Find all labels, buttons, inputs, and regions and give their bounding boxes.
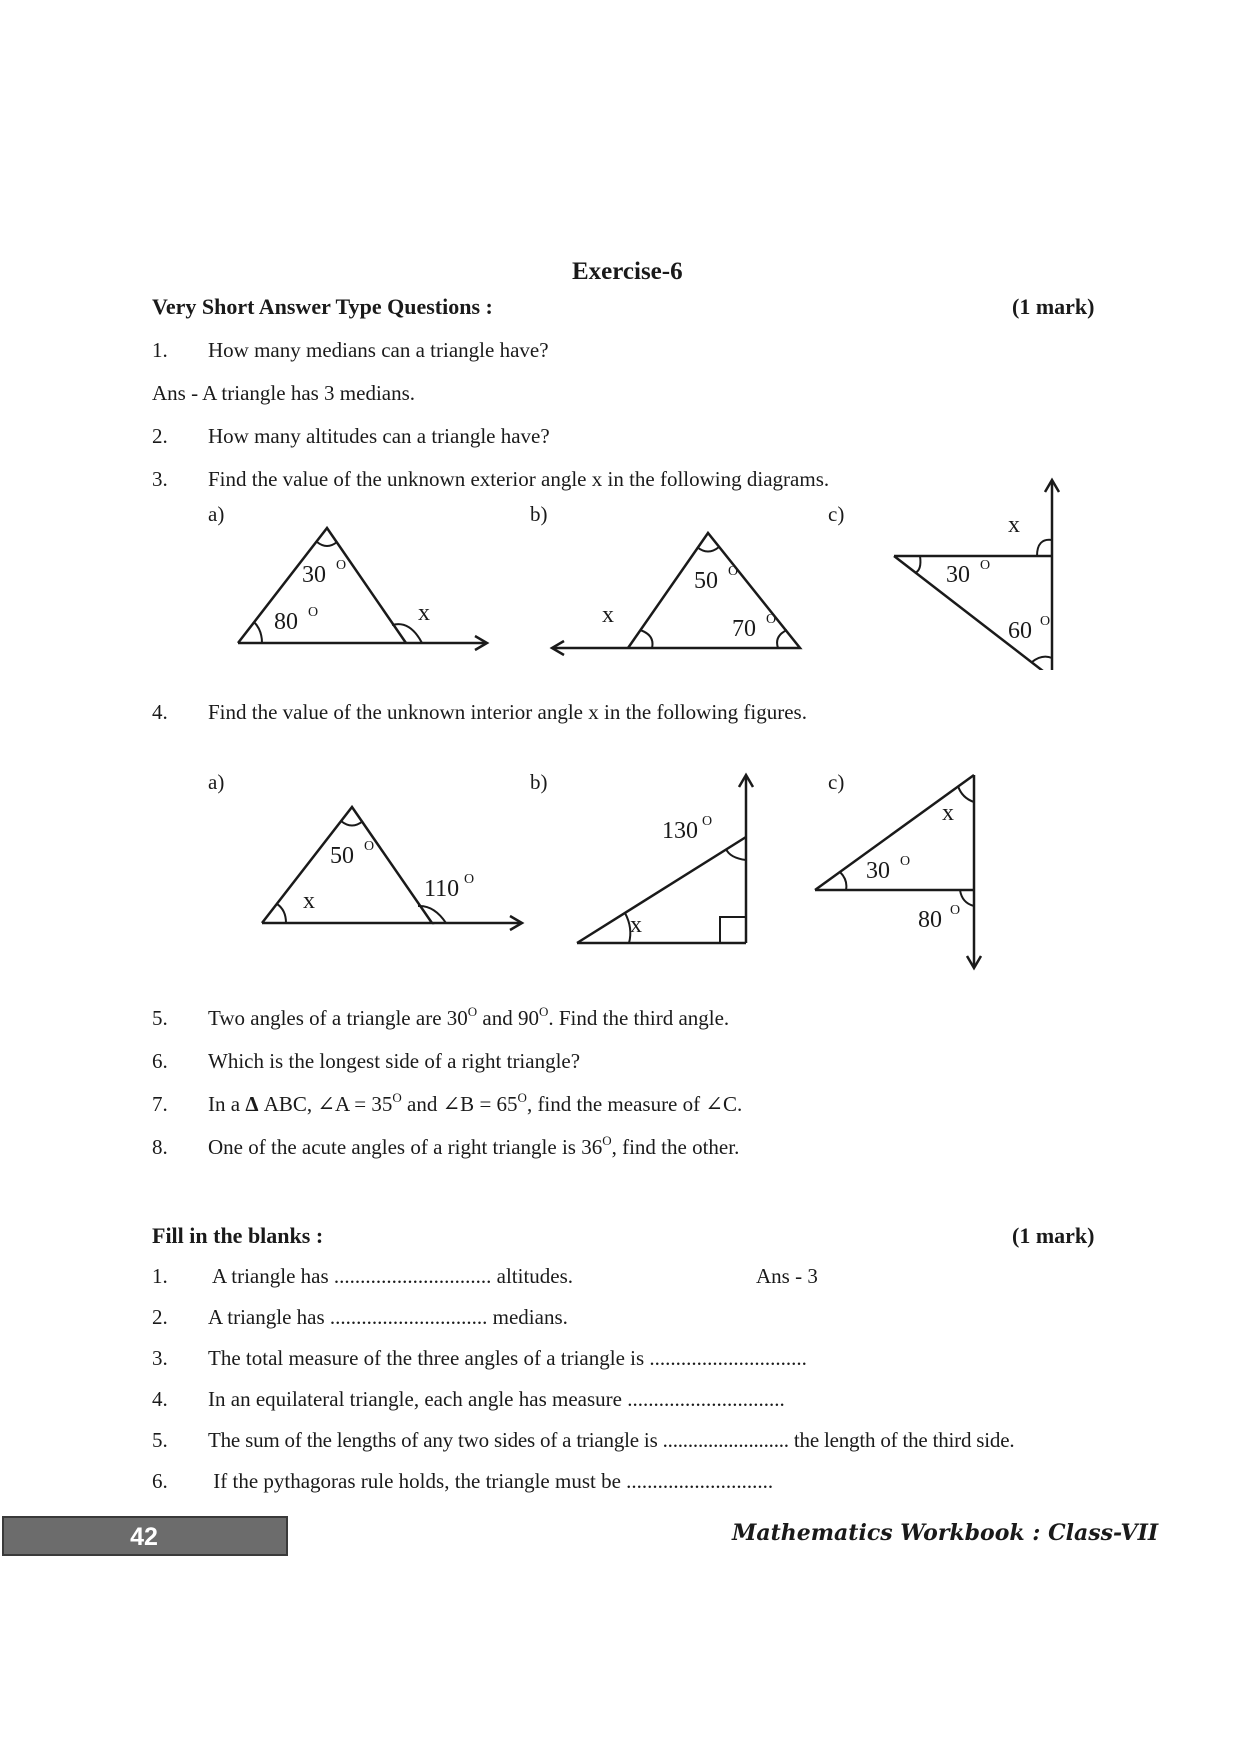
angle-label: 30 — [866, 858, 890, 884]
question-text: How many medians can a triangle have? — [208, 338, 549, 362]
degree-sign: O — [1040, 614, 1051, 629]
question-text — [208, 1006, 729, 1031]
question-number: 4. — [152, 700, 168, 724]
angle-label: x — [303, 888, 315, 914]
degree-sign: O — [392, 1090, 402, 1105]
text-part: and ∠B = 65 — [401, 1092, 518, 1116]
blank-text: The total measure of the three angles of a triangle is .............................. — [208, 1346, 807, 1370]
degree-sign: O — [900, 854, 911, 869]
angle-label: 70 — [732, 616, 756, 642]
page-number-bar — [2, 1516, 288, 1556]
degree-sign: O — [980, 558, 991, 573]
question-text — [208, 1092, 742, 1117]
question-text: How many altitudes can a triangle have? — [208, 424, 550, 448]
page-number: 42 — [130, 1523, 158, 1551]
angle-label: 50 — [694, 568, 718, 594]
angle-label: 50 — [330, 843, 354, 869]
item-number: 2. — [152, 1305, 168, 1329]
section-heading-short-answer: Very Short Answer Type Questions : — [152, 294, 493, 319]
triangle-b — [577, 775, 753, 943]
triangle-a — [262, 807, 522, 930]
question-number: 7. — [152, 1092, 168, 1116]
text-part: and 90 — [477, 1006, 539, 1030]
figure-label-b: b) — [530, 770, 548, 794]
angle-label: x — [942, 800, 954, 826]
text-part: , find the other. — [611, 1135, 740, 1159]
answer-text: Ans - 3 — [756, 1264, 818, 1288]
degree-sign: O — [728, 564, 739, 579]
degree-sign: O — [950, 903, 961, 918]
angle-label: x — [630, 912, 642, 938]
item-number: 1. — [152, 1264, 168, 1288]
triangle-c — [815, 775, 981, 968]
degree-sign: O — [702, 814, 713, 829]
figure-label-b: b) — [530, 502, 548, 526]
text-part: One of the acute angles of a right triangle is 36 — [208, 1135, 603, 1159]
triangle-a — [238, 528, 487, 650]
triangle-c — [894, 480, 1059, 670]
text-part: In a — [208, 1092, 246, 1116]
question-text: Find the value of the unknown exterior angle x in the following diagrams. — [208, 467, 830, 491]
section-heading-fill-blanks: Fill in the blanks : — [152, 1223, 324, 1248]
angle-label: x — [418, 600, 430, 626]
question-number: 1. — [152, 338, 168, 362]
blank-text: A triangle has .............................. medians. — [208, 1305, 568, 1329]
text-part: . Find the third angle. — [548, 1006, 730, 1030]
figure-label-c: c) — [828, 502, 845, 526]
degree-sign: O — [517, 1090, 527, 1105]
degree-sign: O — [766, 612, 777, 627]
triangle-b — [552, 533, 800, 655]
angle-label: 80 — [274, 609, 298, 635]
angle-label: 30 — [302, 562, 326, 588]
angle-label: x — [1008, 512, 1020, 538]
figure-label-a: a) — [208, 770, 225, 794]
degree-sign: O — [464, 872, 475, 887]
degree-sign: O — [467, 1004, 478, 1019]
question-text: Find the value of the unknown interior angle x in the following figures. — [208, 700, 807, 724]
item-number: 5. — [152, 1428, 168, 1452]
question-number: 2. — [152, 424, 168, 448]
answer-text: Ans - A triangle has 3 medians. — [152, 381, 416, 405]
question-number: 5. — [152, 1006, 168, 1030]
book-title: Mathematics Workbook : Class-VII — [732, 1520, 1159, 1546]
question-text — [208, 1135, 739, 1160]
exterior-angle-diagrams — [0, 470, 1240, 670]
section-marks: (1 mark) — [1012, 1223, 1095, 1248]
degree-sign: O — [602, 1133, 612, 1148]
interior-angle-diagrams — [0, 760, 1240, 980]
angle-label: 80 — [918, 907, 942, 933]
figure-label-c: c) — [828, 770, 845, 794]
section-marks: (1 mark) — [1012, 294, 1095, 319]
figure-label-a: a) — [208, 502, 225, 526]
delta-symbol: Δ — [245, 1092, 259, 1116]
question-number: 3. — [152, 467, 168, 491]
text-part: Two angles of a triangle are 30 — [208, 1006, 468, 1030]
blank-text: A triangle has .............................. altitudes. — [212, 1264, 574, 1288]
question-number: 6. — [152, 1049, 168, 1073]
question-text: Which is the longest side of a right triangle? — [208, 1049, 581, 1073]
degree-sign: O — [538, 1004, 549, 1019]
angle-label: 30 — [946, 562, 970, 588]
exercise-title: Exercise-6 — [572, 258, 683, 285]
degree-sign: O — [364, 839, 375, 854]
item-number: 4. — [152, 1387, 168, 1411]
angle-label: x — [602, 602, 614, 628]
blank-text: In an equilateral triangle, each angle has measure .............................. — [208, 1387, 785, 1411]
blank-text: The sum of the lengths of any two sides of a triangle is ......................... the length of the third side. — [208, 1428, 1015, 1452]
item-number: 3. — [152, 1346, 168, 1370]
blank-text: If the pythagoras rule holds, the triangle must be ............................ — [208, 1469, 774, 1493]
angle-label: 60 — [1008, 618, 1032, 644]
question-number: 8. — [152, 1135, 168, 1159]
text-part: , find the measure of ∠C. — [526, 1092, 743, 1116]
degree-sign: O — [336, 558, 347, 573]
angle-label: 110 — [424, 876, 460, 902]
text-part: ABC, ∠A = 35 — [258, 1092, 393, 1116]
degree-sign: O — [308, 605, 319, 620]
item-number: 6. — [152, 1469, 168, 1493]
angle-label: 130 — [662, 818, 698, 844]
